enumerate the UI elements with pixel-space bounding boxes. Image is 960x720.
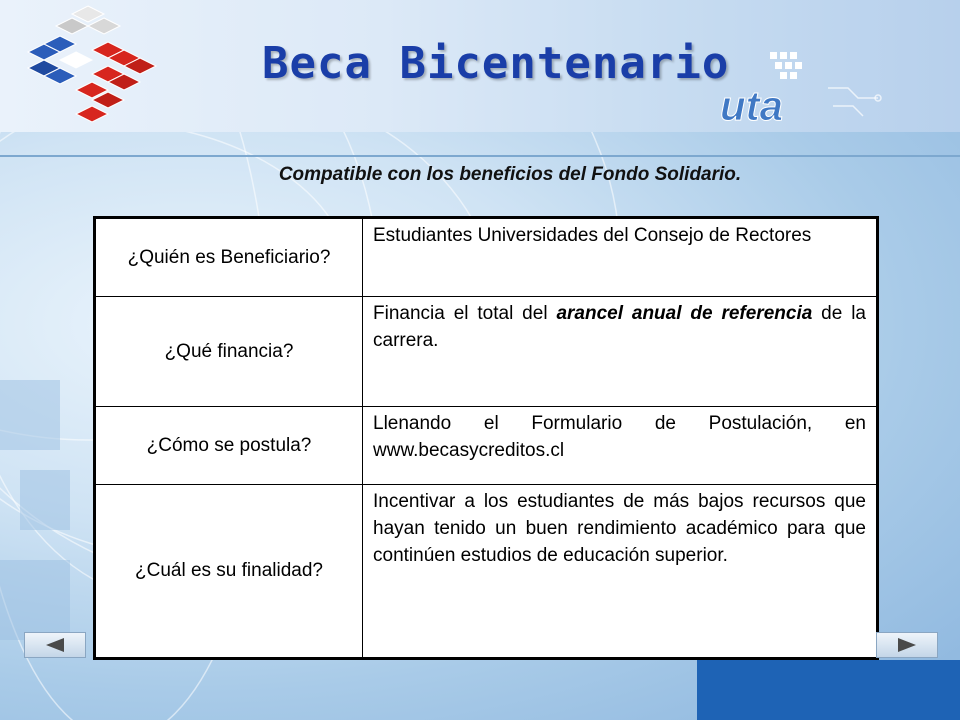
table-row — [96, 407, 877, 485]
slide-subtitle: Compatible con los beneficios del Fondo Solidario. — [278, 164, 742, 185]
question-cell: ¿Cómo se postula? — [96, 407, 363, 485]
answer-cell: Incentivar a los estudiantes de más bajos recursos que hayan tenido un buen rendimiento académico para que continúen estudios de educación superior. — [363, 485, 877, 658]
header-divider — [0, 155, 960, 157]
left-arrow-icon — [44, 637, 66, 653]
question-cell: ¿Cuál es su finalidad? — [96, 485, 363, 658]
question-cell: ¿Quién es Beneficiario? — [96, 219, 363, 297]
table-row — [96, 485, 877, 658]
right-arrow-icon — [896, 637, 918, 653]
next-slide-button[interactable] — [876, 632, 938, 658]
answer-text: Financia el total del — [373, 303, 557, 324]
table-row — [96, 219, 877, 297]
slide-title: Beca Bicentenario — [262, 38, 730, 89]
info-table — [93, 216, 879, 660]
previous-slide-button[interactable] — [24, 632, 86, 658]
answer-cell — [363, 297, 877, 407]
answer-text: de la carrera. — [373, 303, 866, 351]
answer-cell: Llenando el Formulario de Postulación, en www.becasycreditos.cl — [363, 407, 877, 485]
footer-accent-block — [697, 660, 960, 720]
uta-logo-text: uta — [720, 82, 783, 128]
question-cell: ¿Qué financia? — [96, 297, 363, 407]
uta-logo-icon — [718, 48, 898, 128]
answer-emphasis: arancel anual de referencia — [556, 303, 813, 324]
table-row — [96, 297, 877, 407]
answer-cell: Estudiantes Universidades del Consejo de Rectores — [363, 219, 877, 297]
cube-logo-icon — [22, 2, 172, 130]
